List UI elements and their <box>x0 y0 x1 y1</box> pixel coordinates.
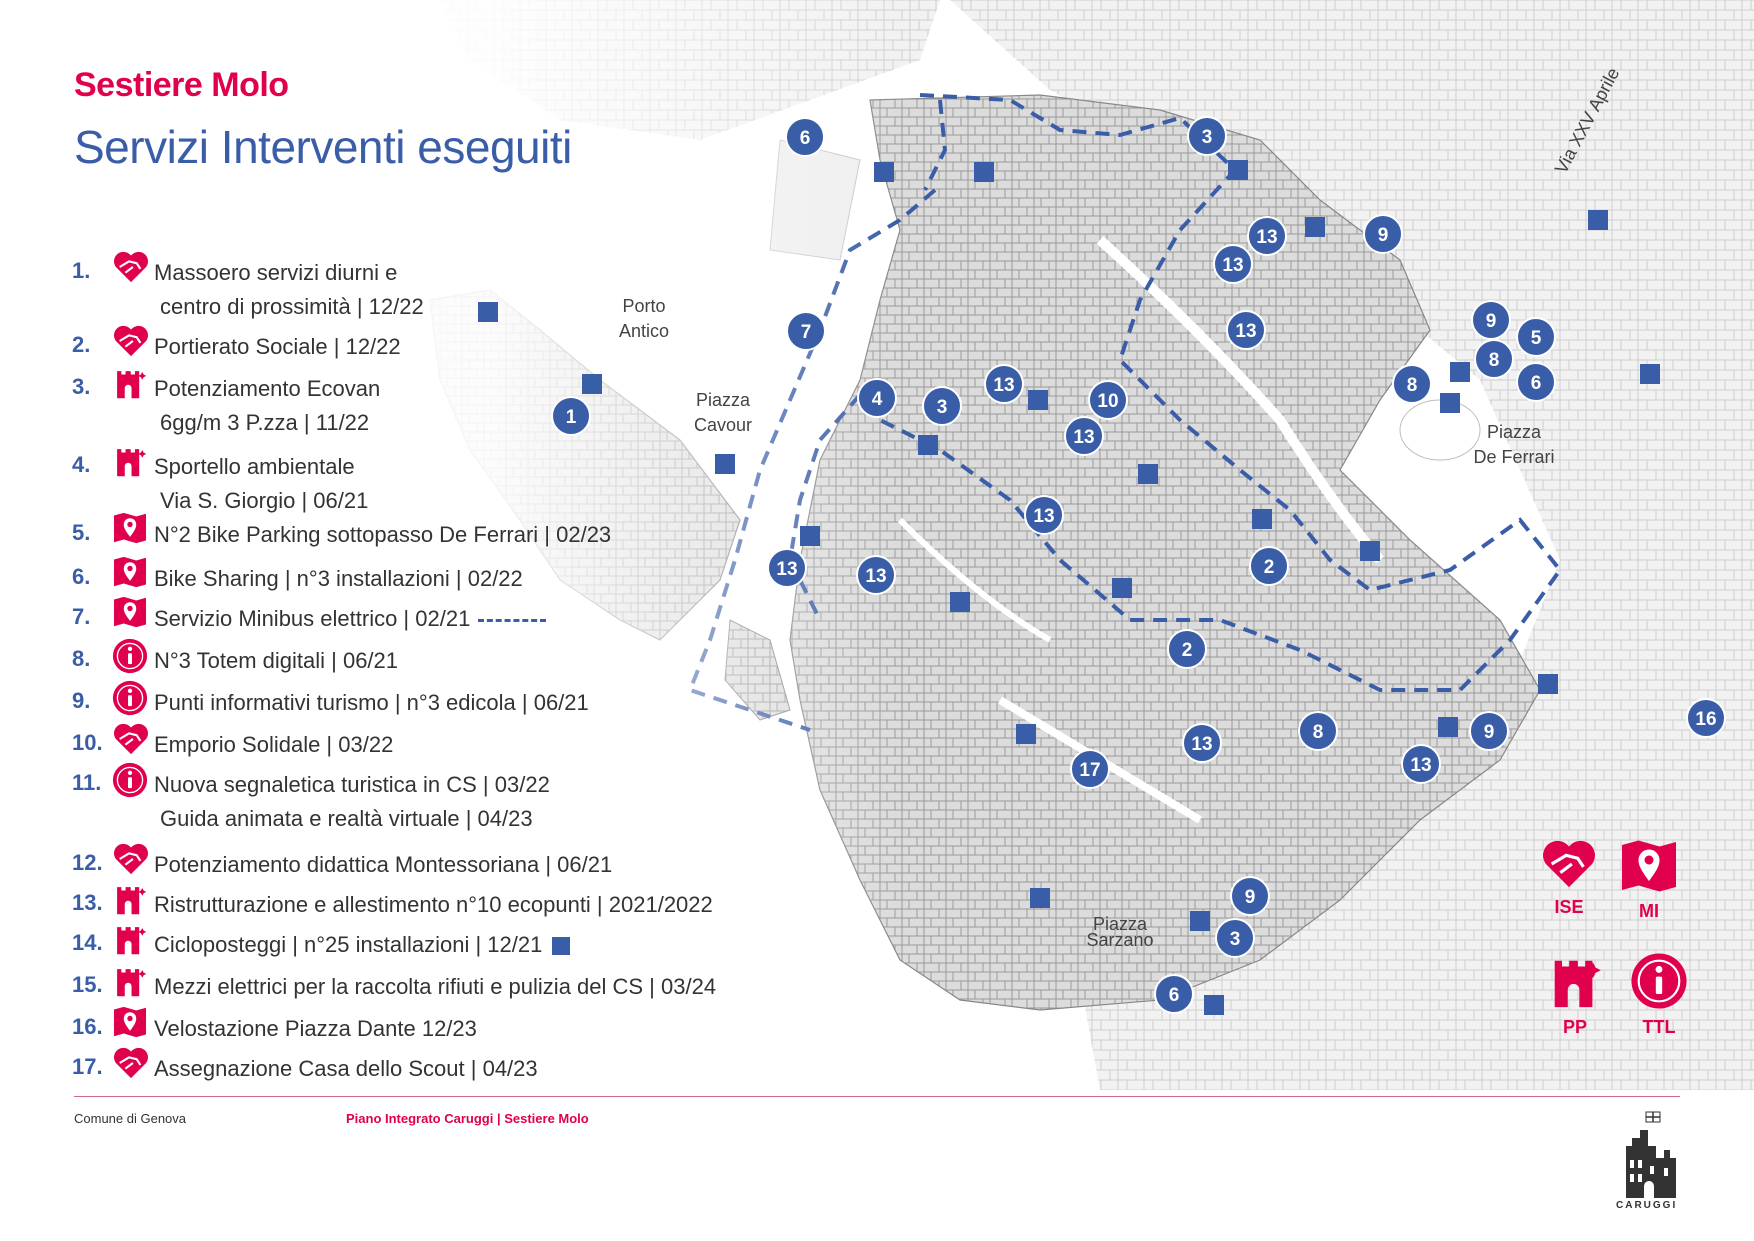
marker-number: 13 <box>1256 227 1278 248</box>
legend-text <box>154 372 380 440</box>
info-icon <box>112 762 150 798</box>
marker-number: 9 <box>1244 887 1256 908</box>
key-label: MI <box>1639 901 1659 921</box>
key-ise <box>1534 838 1604 918</box>
legend-line: Via S. Giorgio | 06/21 <box>160 488 369 513</box>
map-pin-icon <box>112 1006 150 1042</box>
map-marker-13 <box>1402 745 1440 783</box>
legend-number: 16. <box>72 1014 103 1039</box>
map-marker-5 <box>1517 318 1555 356</box>
district-title: Sestiere Molo <box>74 66 289 104</box>
marker-number: 13 <box>865 566 887 587</box>
legend-number: 4. <box>72 452 91 477</box>
marker-number: 2 <box>1181 640 1193 661</box>
legend-line: Portierato Sociale | 12/22 <box>154 334 401 359</box>
key-pp <box>1540 952 1610 1038</box>
legend-text <box>154 330 401 364</box>
legend-line: Servizio Minibus elettrico | 02/21 <box>154 606 471 631</box>
footer-project: Piano Integrato Caruggi | Sestiere Molo <box>346 1111 589 1126</box>
marker-number: 8 <box>1488 350 1500 371</box>
marker-number: 16 <box>1695 709 1717 730</box>
info-icon <box>112 638 150 674</box>
tower-icon <box>1546 952 1604 1010</box>
marker-number: 13 <box>993 375 1015 396</box>
legend-text <box>154 450 368 518</box>
legend-line: Nuova segnaletica turistica in CS | 03/22 <box>154 772 550 797</box>
tower-icon <box>112 366 150 402</box>
marker-number: 13 <box>1410 755 1432 776</box>
key-ttl <box>1624 952 1694 1038</box>
legend-number: 3. <box>72 374 91 399</box>
marker-number: 3 <box>1201 127 1213 148</box>
legend-number: 15. <box>72 972 103 997</box>
legend-text <box>154 728 393 762</box>
map-marker-4 <box>858 379 896 417</box>
map-marker-13 <box>857 556 895 594</box>
legend-text <box>154 970 716 1004</box>
map-marker-2 <box>1250 547 1288 585</box>
legend-line: Guida animata e realtà virtuale | 04/23 <box>160 806 533 831</box>
legend-text <box>154 256 424 324</box>
legend-line: N°2 Bike Parking sottopasso De Ferrari | 02/23 <box>154 522 612 547</box>
legend-line: Velostazione Piazza Dante 12/23 <box>154 1016 477 1041</box>
heart-hands-icon <box>112 842 150 878</box>
key-mi <box>1614 838 1684 922</box>
legend-text <box>154 562 523 596</box>
legend-line: Mezzi elettrici per la raccolta rifiuti e pulizia del CS | 03/24 <box>154 974 717 999</box>
map-marker-1 <box>552 397 590 435</box>
heart-hands-icon <box>112 1046 150 1082</box>
map-marker-7 <box>787 312 825 350</box>
legend-text <box>154 518 611 552</box>
legend-number: 7. <box>72 604 91 629</box>
map-marker-16 <box>1687 699 1725 737</box>
legend-line: Assegnazione Casa dello Scout | 04/23 <box>154 1056 538 1081</box>
map-marker-10 <box>1089 381 1127 419</box>
tower-icon <box>112 444 150 480</box>
legend-line: Bike Sharing | n°3 installazioni | 02/22 <box>154 566 523 591</box>
heart-hands-icon <box>112 324 150 360</box>
legend-text <box>154 928 570 962</box>
legend-number: 13. <box>72 890 103 915</box>
map-marker-9 <box>1470 712 1508 750</box>
map-marker-13 <box>1248 217 1286 255</box>
map-marker-13 <box>768 549 806 587</box>
heart-hands-icon <box>112 250 150 286</box>
map-marker-2 <box>1168 630 1206 668</box>
legend-number: 17. <box>72 1054 103 1079</box>
marker-number: 1 <box>565 407 577 428</box>
marker-number: 3 <box>1229 929 1241 950</box>
square-marker-sample <box>552 937 570 955</box>
legend-number: 11. <box>72 770 102 795</box>
legend-number: 10. <box>72 730 103 755</box>
legend-text <box>154 644 398 678</box>
marker-number: 17 <box>1079 760 1101 781</box>
tower-icon <box>112 922 150 958</box>
legend-number: 9. <box>72 688 91 713</box>
key-label: ISE <box>1554 897 1584 917</box>
legend-line: Potenziamento didattica Montessoriana | 06/21 <box>154 852 613 877</box>
map-marker-6 <box>1155 975 1193 1013</box>
marker-number: 3 <box>936 397 948 418</box>
caruggi-logo <box>1620 1110 1682 1214</box>
legend-line: Emporio Solidale | 03/22 <box>154 732 394 757</box>
marker-number: 8 <box>1406 375 1418 396</box>
map-marker-8 <box>1393 365 1431 403</box>
place-label-piazza-sarzano: Piazza Sarzano <box>1086 914 1154 950</box>
marker-number: 13 <box>1033 506 1055 527</box>
legend-number: 5. <box>72 520 91 545</box>
legend-text <box>154 1012 477 1046</box>
marker-number: 13 <box>1222 255 1244 276</box>
map-marker-13 <box>985 365 1023 403</box>
map-marker-13 <box>1227 311 1265 349</box>
marker-number: 6 <box>1168 985 1180 1006</box>
marker-number: 4 <box>871 389 883 410</box>
map-marker-8 <box>1299 712 1337 750</box>
place-label-via-xxv-aprile: Via XXV Aprile <box>1550 64 1624 177</box>
marker-number: 13 <box>776 559 798 580</box>
route-line-sample <box>478 619 546 622</box>
map-pin-icon <box>112 556 150 592</box>
heart-hands-icon <box>112 722 150 758</box>
map-marker-9 <box>1472 301 1510 339</box>
place-label-porto-antico: Porto Antico <box>618 296 670 341</box>
map-marker-9 <box>1364 215 1402 253</box>
marker-number: 13 <box>1191 734 1213 755</box>
marker-number: 6 <box>799 128 811 149</box>
map-marker-13 <box>1025 496 1063 534</box>
marker-number: 8 <box>1312 722 1324 743</box>
legend-text <box>154 686 589 720</box>
key-label: TTL <box>1642 1017 1676 1037</box>
legend-text <box>154 848 612 882</box>
map-marker-3 <box>923 387 961 425</box>
map-marker-3 <box>1188 117 1226 155</box>
map-marker-3 <box>1216 919 1254 957</box>
marker-number: 13 <box>1073 427 1095 448</box>
map-pin-icon <box>112 596 150 632</box>
map-marker-6 <box>1517 363 1555 401</box>
marker-number: 9 <box>1377 225 1389 246</box>
info-icon <box>1630 952 1688 1010</box>
legend-text <box>154 1052 538 1086</box>
info-icon <box>112 680 150 716</box>
legend-text <box>154 602 546 636</box>
marker-number: 2 <box>1263 557 1275 578</box>
legend-number: 8. <box>72 646 91 671</box>
heart-hands-icon <box>1538 838 1600 890</box>
footer-org: Comune di Genova <box>74 1111 187 1126</box>
map-marker-9 <box>1231 877 1269 915</box>
legend-number: 14. <box>72 930 103 955</box>
marker-number: 5 <box>1530 328 1542 349</box>
legend-number: 1. <box>72 258 91 283</box>
map-marker-6 <box>786 118 824 156</box>
legend-line: 6gg/m 3 P.zza | 11/22 <box>160 410 370 435</box>
map-pin-icon <box>112 512 150 548</box>
key-label: PP <box>1562 1017 1587 1037</box>
marker-number: 13 <box>1235 321 1257 342</box>
place-label-piazza-de-ferrari: Piazza De Ferrari <box>1473 422 1555 467</box>
map-marker-13 <box>1065 417 1103 455</box>
logo-text: CARUGGI <box>1616 1200 1678 1211</box>
tower-icon <box>112 882 150 918</box>
legend-line: Cicloposteggi | n°25 installazioni | 12/21 <box>154 932 543 957</box>
legend-number: 6. <box>72 564 91 589</box>
legend-text <box>154 888 713 922</box>
legend-line: Potenziamento Ecovan <box>154 376 381 401</box>
place-label-piazza-cavour: Piazza Cavour <box>693 390 753 435</box>
legend-number: 12. <box>72 850 103 875</box>
legend-line: centro di prossimità | 12/22 <box>160 294 424 319</box>
marker-number: 9 <box>1485 311 1497 332</box>
legend-number: 2. <box>72 332 91 357</box>
legend-line: N°3 Totem digitali | 06/21 <box>154 648 399 673</box>
map-pin-icon <box>1619 838 1679 894</box>
marker-number: 10 <box>1097 391 1119 412</box>
tower-icon <box>112 964 150 1000</box>
footer-divider <box>74 1096 1680 1097</box>
page-title: Servizi Interventi eseguiti <box>74 121 572 173</box>
legend-line: Sportello ambientale <box>154 454 355 479</box>
legend-line: Massoero servizi diurni e <box>154 260 398 285</box>
map-marker-8 <box>1475 340 1513 378</box>
map-marker-17 <box>1071 750 1109 788</box>
marker-number: 6 <box>1530 373 1542 394</box>
map-marker-13 <box>1214 245 1252 283</box>
marker-number: 7 <box>800 322 812 343</box>
legend-line: Ristrutturazione e allestimento n°10 ecopunti | 2021/2022 <box>154 892 713 917</box>
legend-line: Punti informativi turismo | n°3 edicola | 06/21 <box>154 690 589 715</box>
map-marker-13 <box>1183 724 1221 762</box>
legend-text <box>154 768 550 836</box>
marker-number: 9 <box>1483 722 1495 743</box>
